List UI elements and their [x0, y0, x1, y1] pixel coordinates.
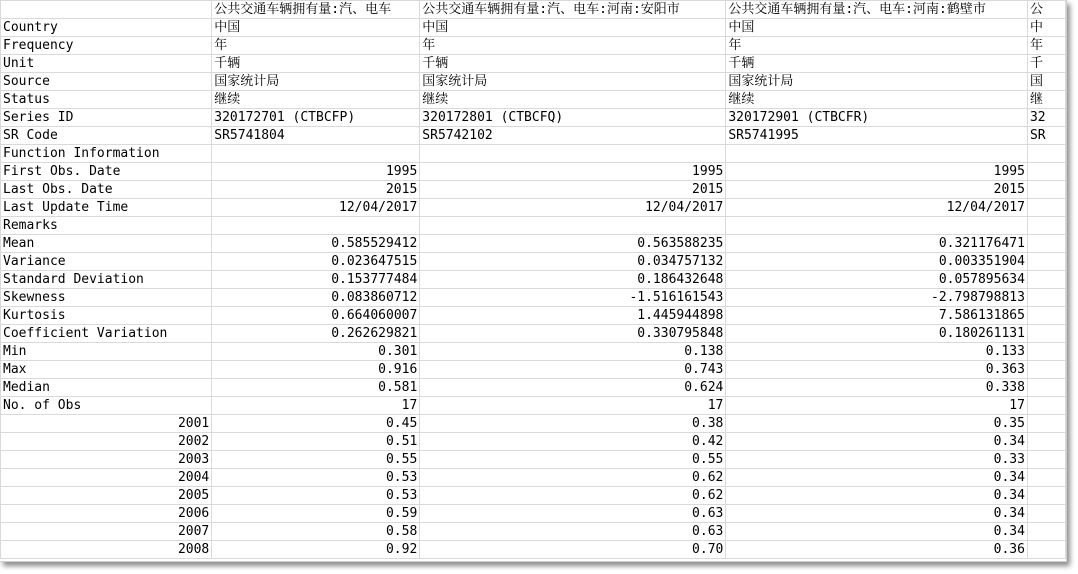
meta-row — [1, 73, 1066, 91]
row-label-cell[interactable]: 2004 — [1, 469, 212, 487]
value-cell[interactable]: 0.53 — [212, 469, 420, 487]
value-cell[interactable]: SR5741995 — [726, 127, 1028, 145]
data-row — [1, 451, 1066, 469]
value-cell[interactable]: 0.53 — [212, 487, 420, 505]
meta-row — [1, 19, 1066, 37]
value-cell[interactable]: 0.63 — [420, 505, 726, 523]
value-cell[interactable] — [1027, 397, 1065, 415]
value-cell[interactable]: 1.445944898 — [420, 307, 726, 325]
value-cell[interactable]: 继续 — [726, 91, 1028, 109]
row-label-cell[interactable]: Frequency — [1, 37, 212, 55]
value-cell[interactable]: 年 — [726, 37, 1028, 55]
value-cell[interactable]: 17 — [420, 397, 726, 415]
data-row — [1, 415, 1066, 433]
stat-row — [1, 289, 1066, 307]
row-label-cell[interactable]: 2008 — [1, 541, 212, 559]
stat-row — [1, 271, 1066, 289]
value-cell[interactable]: 继续 — [212, 91, 420, 109]
value-cell[interactable]: 千辆 — [420, 55, 726, 73]
value-cell[interactable]: SR5742102 — [420, 127, 726, 145]
value-cell[interactable]: 0.45 — [212, 415, 420, 433]
value-cell[interactable] — [1027, 235, 1065, 253]
value-cell[interactable]: 0.338 — [726, 379, 1028, 397]
data-row — [1, 505, 1066, 523]
data-row — [1, 523, 1066, 541]
value-cell[interactable]: 0.330795848 — [420, 325, 726, 343]
value-cell[interactable]: 0.301 — [212, 343, 420, 361]
value-cell[interactable]: 2015 — [212, 181, 420, 199]
row-label-cell[interactable]: Kurtosis — [1, 307, 212, 325]
row-label-cell[interactable]: 2007 — [1, 523, 212, 541]
cell[interactable] — [1, 1, 212, 19]
value-cell[interactable]: 0.62 — [420, 487, 726, 505]
value-cell[interactable]: 0.563588235 — [420, 235, 726, 253]
value-cell[interactable] — [1027, 163, 1065, 181]
value-cell[interactable]: 0.138 — [420, 343, 726, 361]
stat-row — [1, 235, 1066, 253]
stat-row — [1, 217, 1066, 235]
value-cell[interactable]: 0.363 — [726, 361, 1028, 379]
row-label-cell[interactable]: 2001 — [1, 415, 212, 433]
row-label-cell[interactable]: Series ID — [1, 109, 212, 127]
value-cell[interactable]: 千辆 — [726, 55, 1028, 73]
meta-row — [1, 145, 1066, 163]
value-cell[interactable]: 0.186432648 — [420, 271, 726, 289]
value-cell[interactable]: 0.55 — [420, 451, 726, 469]
value-cell[interactable]: 年 — [1027, 37, 1065, 55]
value-cell[interactable]: -1.516161543 — [420, 289, 726, 307]
value-cell[interactable]: 中国 — [420, 19, 726, 37]
value-cell[interactable] — [1027, 307, 1065, 325]
value-cell[interactable] — [1027, 289, 1065, 307]
stat-row — [1, 307, 1066, 325]
row-label-cell[interactable]: Country — [1, 19, 212, 37]
row-label-cell[interactable]: Skewness — [1, 289, 212, 307]
value-cell[interactable]: 12/04/2017 — [212, 199, 420, 217]
value-cell[interactable]: 0.34 — [726, 505, 1028, 523]
value-cell[interactable]: 0.51 — [212, 433, 420, 451]
value-cell[interactable]: 17 — [212, 397, 420, 415]
value-cell[interactable]: 12/04/2017 — [420, 199, 726, 217]
row-label-cell[interactable]: Unit — [1, 55, 212, 73]
series-title-cell[interactable]: 公 — [1027, 1, 1065, 19]
value-cell[interactable]: 0.262629821 — [212, 325, 420, 343]
value-cell[interactable]: 0.023647515 — [212, 253, 420, 271]
value-cell[interactable]: 国家统计局 — [212, 73, 420, 91]
value-cell[interactable] — [1027, 415, 1065, 433]
row-label-cell[interactable]: Coefficient Variation — [1, 325, 212, 343]
value-cell[interactable]: 0.321176471 — [726, 235, 1028, 253]
value-cell[interactable]: 0.003351904 — [726, 253, 1028, 271]
row-label-cell[interactable]: SR Code — [1, 127, 212, 145]
row-label-cell[interactable]: Last Update Time — [1, 199, 212, 217]
value-cell[interactable]: 0.58 — [212, 523, 420, 541]
value-cell[interactable]: 32 — [1027, 109, 1065, 127]
stat-row — [1, 325, 1066, 343]
value-cell[interactable] — [1027, 379, 1065, 397]
value-cell[interactable]: 0.59 — [212, 505, 420, 523]
stat-row — [1, 397, 1066, 415]
value-cell[interactable]: SR — [1027, 127, 1065, 145]
value-cell[interactable]: 0.62 — [420, 469, 726, 487]
value-cell[interactable]: 年 — [420, 37, 726, 55]
value-cell[interactable]: 继 — [1027, 91, 1065, 109]
row-label-cell[interactable]: Mean — [1, 235, 212, 253]
value-cell[interactable]: 7.586131865 — [726, 307, 1028, 325]
value-cell[interactable]: 0.35 — [726, 415, 1028, 433]
value-cell[interactable]: 0.153777484 — [212, 271, 420, 289]
value-cell[interactable]: 17 — [726, 397, 1028, 415]
row-label-cell[interactable]: Function Information — [1, 145, 212, 163]
value-cell[interactable]: -2.798798813 — [726, 289, 1028, 307]
value-cell[interactable] — [1027, 217, 1065, 235]
meta-row — [1, 55, 1066, 73]
value-cell[interactable]: 0.36 — [726, 541, 1028, 559]
value-cell[interactable]: 0.34 — [726, 469, 1028, 487]
meta-row — [1, 37, 1066, 55]
value-cell[interactable]: 中国 — [212, 19, 420, 37]
value-cell[interactable]: 320172701 (CTBCFP) — [212, 109, 420, 127]
header-row — [1, 1, 1066, 19]
value-cell[interactable]: 国家统计局 — [726, 73, 1028, 91]
value-cell[interactable]: 年 — [212, 37, 420, 55]
row-label-cell[interactable]: Median — [1, 379, 212, 397]
value-cell[interactable]: 0.42 — [420, 433, 726, 451]
meta-row — [1, 127, 1066, 145]
value-cell[interactable]: 继续 — [420, 91, 726, 109]
series-title-cell[interactable]: 公共交通车辆拥有量:汽、电车:河南:鹤壁市 — [726, 1, 1028, 19]
row-label-cell[interactable]: Standard Deviation — [1, 271, 212, 289]
stat-row — [1, 361, 1066, 379]
data-row — [1, 433, 1066, 451]
value-cell[interactable]: 1995 — [212, 163, 420, 181]
value-cell[interactable] — [212, 145, 420, 163]
stat-row — [1, 379, 1066, 397]
value-cell[interactable] — [1027, 271, 1065, 289]
value-cell[interactable]: 12/04/2017 — [726, 199, 1028, 217]
data-row — [1, 469, 1066, 487]
value-cell[interactable]: 0.916 — [212, 361, 420, 379]
value-cell[interactable] — [1027, 361, 1065, 379]
value-cell[interactable]: 0.55 — [212, 451, 420, 469]
value-cell[interactable]: 0.34 — [726, 433, 1028, 451]
value-cell[interactable]: 0.34 — [726, 523, 1028, 541]
value-cell[interactable]: 0.34 — [726, 487, 1028, 505]
series-title-cell[interactable]: 公共交通车辆拥有量:汽、电车 — [212, 1, 420, 19]
value-cell[interactable]: 0.63 — [420, 523, 726, 541]
value-cell[interactable]: 0.38 — [420, 415, 726, 433]
meta-row — [1, 91, 1066, 109]
row-label-cell[interactable]: Last Obs. Date — [1, 181, 212, 199]
value-cell[interactable]: 0.585529412 — [212, 235, 420, 253]
stat-row — [1, 181, 1066, 199]
value-cell[interactable] — [1027, 541, 1065, 559]
stat-row — [1, 343, 1066, 361]
value-cell[interactable] — [212, 217, 420, 235]
value-cell[interactable]: 0.034757132 — [420, 253, 726, 271]
row-label-cell[interactable]: No. of Obs — [1, 397, 212, 415]
row-label-cell[interactable]: 2006 — [1, 505, 212, 523]
value-cell[interactable] — [1027, 451, 1065, 469]
value-cell[interactable]: 千 — [1027, 55, 1065, 73]
row-label-cell[interactable]: 2003 — [1, 451, 212, 469]
value-cell[interactable]: SR5741804 — [212, 127, 420, 145]
stat-row — [1, 199, 1066, 217]
stat-row — [1, 253, 1066, 271]
value-cell[interactable]: 320172901 (CTBCFR) — [726, 109, 1028, 127]
value-cell[interactable]: 1995 — [420, 163, 726, 181]
value-cell[interactable] — [1027, 325, 1065, 343]
value-cell[interactable] — [420, 145, 726, 163]
row-label-cell[interactable]: Min — [1, 343, 212, 361]
data-row — [1, 487, 1066, 505]
row-label-cell[interactable]: Source — [1, 73, 212, 91]
row-label-cell[interactable]: Max — [1, 361, 212, 379]
value-cell[interactable] — [1027, 469, 1065, 487]
value-cell[interactable]: 0.133 — [726, 343, 1028, 361]
value-cell[interactable]: 320172801 (CTBCFQ) — [420, 109, 726, 127]
value-cell[interactable] — [1027, 181, 1065, 199]
value-cell[interactable] — [420, 217, 726, 235]
value-cell[interactable]: 中国 — [726, 19, 1028, 37]
grid-body — [1, 1, 1066, 559]
value-cell[interactable]: 2015 — [420, 181, 726, 199]
value-cell[interactable] — [1027, 199, 1065, 217]
row-label-cell[interactable]: First Obs. Date — [1, 163, 212, 181]
row-label-cell[interactable]: Status — [1, 91, 212, 109]
value-cell[interactable]: 0.083860712 — [212, 289, 420, 307]
row-label-cell[interactable]: 2005 — [1, 487, 212, 505]
value-cell[interactable] — [726, 217, 1028, 235]
data-row — [1, 541, 1066, 559]
value-cell[interactable]: 千辆 — [212, 55, 420, 73]
value-cell[interactable] — [1027, 433, 1065, 451]
value-cell[interactable]: 国家统计局 — [420, 73, 726, 91]
value-cell[interactable]: 0.581 — [212, 379, 420, 397]
value-cell[interactable]: 0.664060007 — [212, 307, 420, 325]
value-cell[interactable]: 中 — [1027, 19, 1065, 37]
value-cell[interactable] — [1027, 343, 1065, 361]
row-label-cell[interactable]: Remarks — [1, 217, 212, 235]
value-cell[interactable] — [1027, 145, 1065, 163]
value-cell[interactable]: 0.70 — [420, 541, 726, 559]
meta-row — [1, 109, 1066, 127]
value-cell[interactable]: 国 — [1027, 73, 1065, 91]
value-cell[interactable]: 1995 — [726, 163, 1028, 181]
value-cell[interactable]: 0.180261131 — [726, 325, 1028, 343]
value-cell[interactable]: 0.743 — [420, 361, 726, 379]
value-cell[interactable]: 0.92 — [212, 541, 420, 559]
value-cell[interactable]: 0.057895634 — [726, 271, 1028, 289]
value-cell[interactable] — [726, 145, 1028, 163]
stat-row — [1, 163, 1066, 181]
value-cell[interactable] — [1027, 523, 1065, 541]
value-cell[interactable]: 0.33 — [726, 451, 1028, 469]
value-cell[interactable] — [1027, 253, 1065, 271]
value-cell[interactable] — [1027, 505, 1065, 523]
value-cell[interactable] — [1027, 487, 1065, 505]
value-cell[interactable]: 0.624 — [420, 379, 726, 397]
value-cell[interactable]: 2015 — [726, 181, 1028, 199]
series-title-cell[interactable]: 公共交通车辆拥有量:汽、电车:河南:安阳市 — [420, 1, 726, 19]
row-label-cell[interactable]: Variance — [1, 253, 212, 271]
row-label-cell[interactable]: 2002 — [1, 433, 212, 451]
